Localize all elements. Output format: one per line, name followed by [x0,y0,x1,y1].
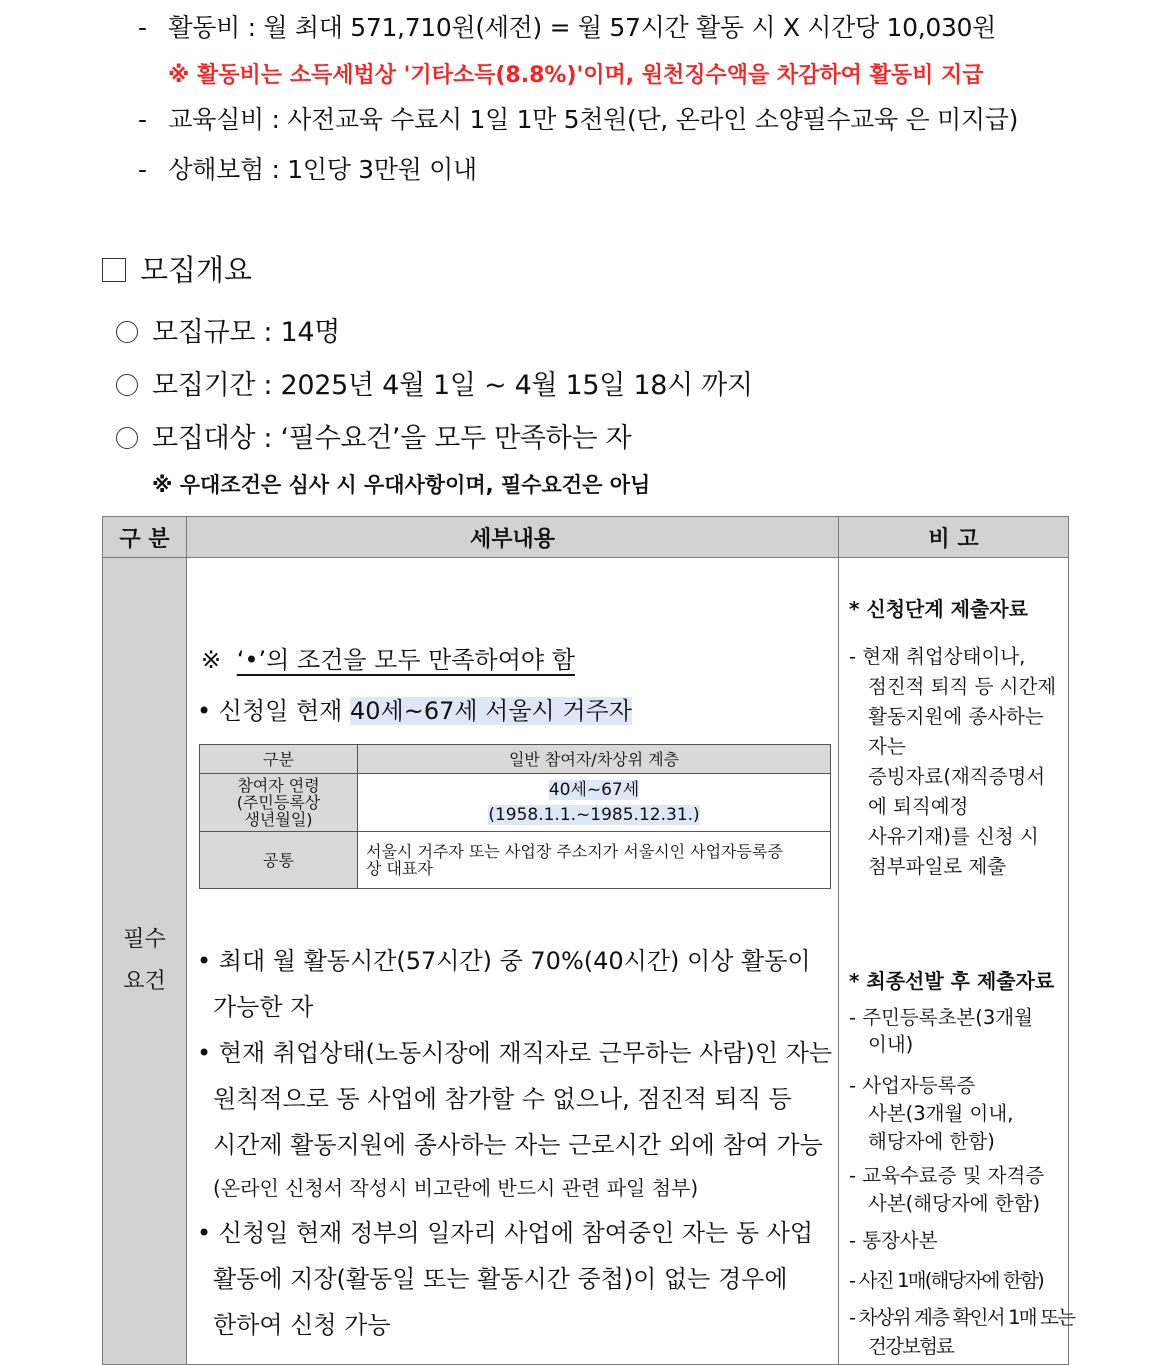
header-details: 세부내용 [187,517,839,558]
cost-value: 1인당 3만원 이내 [287,155,477,184]
remarks-apply-heading: * 신청단계 제출자료 [849,597,1028,621]
circle-bullet-icon [116,374,138,396]
bullet-other-jobs: • 신청일 현재 정부의 일자리 사업에 참여중인 자는 동 사업 활동에 지장(활동일 또는 활동시간 중첩)이 없는 경우에 한하여 신청 가능 [197,1219,814,1339]
header-category: 구 분 [103,517,187,558]
cost-label: 교육실비 [168,105,264,134]
cost-value: 사전교육 수료시 1일 1만 5천원(단, 온라인 소양필수교육 은 미지급) [287,105,1019,134]
remarks-final-item: - 주민등록초본(3개월 이내) [849,1006,1033,1056]
bullet-dot-icon: • [197,947,219,975]
remarks-final-item: - 차상위 계층 확인서 1매 또는 건강보험료 [849,1306,1075,1358]
remarks-final-heading: * 최종선발 후 제출자료 [849,969,1055,993]
bullet-activity-hours: • 최대 월 활동시간(57시간) 중 70%(40시간) 이상 활동이 가능한 자 [197,947,811,1021]
cost-insurance: - 상해보험 : 1인당 3만원 이내 [138,155,477,184]
remarks-apply-item: - 현재 취업상태이나, 점진적 퇴직 등 시간제 활동지원에 종사하는 자는 증빙자료(재직증명서 에 퇴직예정 사유기재)를 신청 시 첨부파일로 제출 [849,645,1057,878]
bullet-age-residence: • 신청일 현재 40세~67세 서울시 거주자 [197,697,632,725]
cost-label: 상해보험 [168,155,264,184]
condition-note: ※ ‘•’의 조건을 모두 만족하여야 함 [201,646,575,674]
circle-bullet-icon [116,321,138,343]
requirements-table [102,516,1075,1365]
cost-label: 활동비 [168,13,240,42]
circle-bullet-icon [116,427,138,449]
age-criteria-table [199,744,831,889]
remarks-final-item: - 통장사본 [849,1229,938,1252]
bullet-employment: • 현재 취업상태(노동시장에 재직자로 근무하는 사람)인 자는 원칙적으로 동 사업에 참가할 수 없으나, 점진적 퇴직 등 시간제 활동지원에 종사하는 자는 근로시간 외에 참여 가능 (온라인 신청서 작성시 비고란에 반드시 관련 파일 첨부) [197,1039,833,1200]
inner-row-age: 참여자 연령 (주민등록상 생년월일) 40세~67세 (1958.1.1.~1985.12.31.) [200,774,831,832]
remarks-final-item: - 교육수료증 및 자격증 사본(해당자에 한함) [849,1164,1045,1215]
tax-note: ※ 활동비는 소득세법상 '기타소득(8.8%)'이며, 원천징수액을 차감하여 활동비 지급 [168,63,984,88]
bullet-dot-icon: • [197,697,212,725]
square-bullet-icon [102,258,126,282]
table-header-row [103,517,1069,558]
header-remarks: 비 고 [839,517,1069,558]
inner-row-common: 공통 서울시 거주자 또는 사업장 주소지가 서울시인 사업자등록증 상 대표자 [200,832,831,889]
overview-item-target: 모집대상 : ‘필수요건’을 모두 만족하는 자 [116,416,631,455]
table-row [103,558,1069,1365]
bullet-dot-icon: • [197,1219,219,1247]
bullet-dot-icon: • [197,1039,219,1067]
highlighted-text: 40세~67세 서울시 거주자 [350,697,632,725]
preference-note: ※ 우대조건은 심사 시 우대사항이며, 필수요건은 아님 [152,473,651,497]
cost-activity: - 활동비 : 월 최대 571,710원(세전) = 월 57시간 활동 시 X 시간당 10,030원 [138,13,997,42]
overview-item-period: 모집기간 : 2025년 4월 1일 ~ 4월 15일 18시 까지 [116,363,753,402]
remarks-final-item: - 사진 1매(해당자에 한함) [849,1269,1043,1292]
cost-education: - 교육실비 : 사전교육 수료시 1일 1만 5천원(단, 온라인 소양필수교육 은 미지급) [138,105,1019,134]
remarks-cell [839,558,1075,1365]
details-cell [187,558,839,1365]
cost-value: 월 최대 571,710원(세전) = 월 57시간 활동 시 X 시간당 10,030원 [263,13,997,42]
overview-item-size: 모집규모 : 14명 [116,310,340,349]
section-title: 모집개요 [102,248,252,289]
inner-header-row: 구분 일반 참여자/차상위 계층 [200,745,831,774]
remarks-final-item: - 사업자등록증 사본(3개월 이내, 해당자에 한함) [849,1074,1014,1153]
category-cell: 필수 요건 [103,558,187,1365]
